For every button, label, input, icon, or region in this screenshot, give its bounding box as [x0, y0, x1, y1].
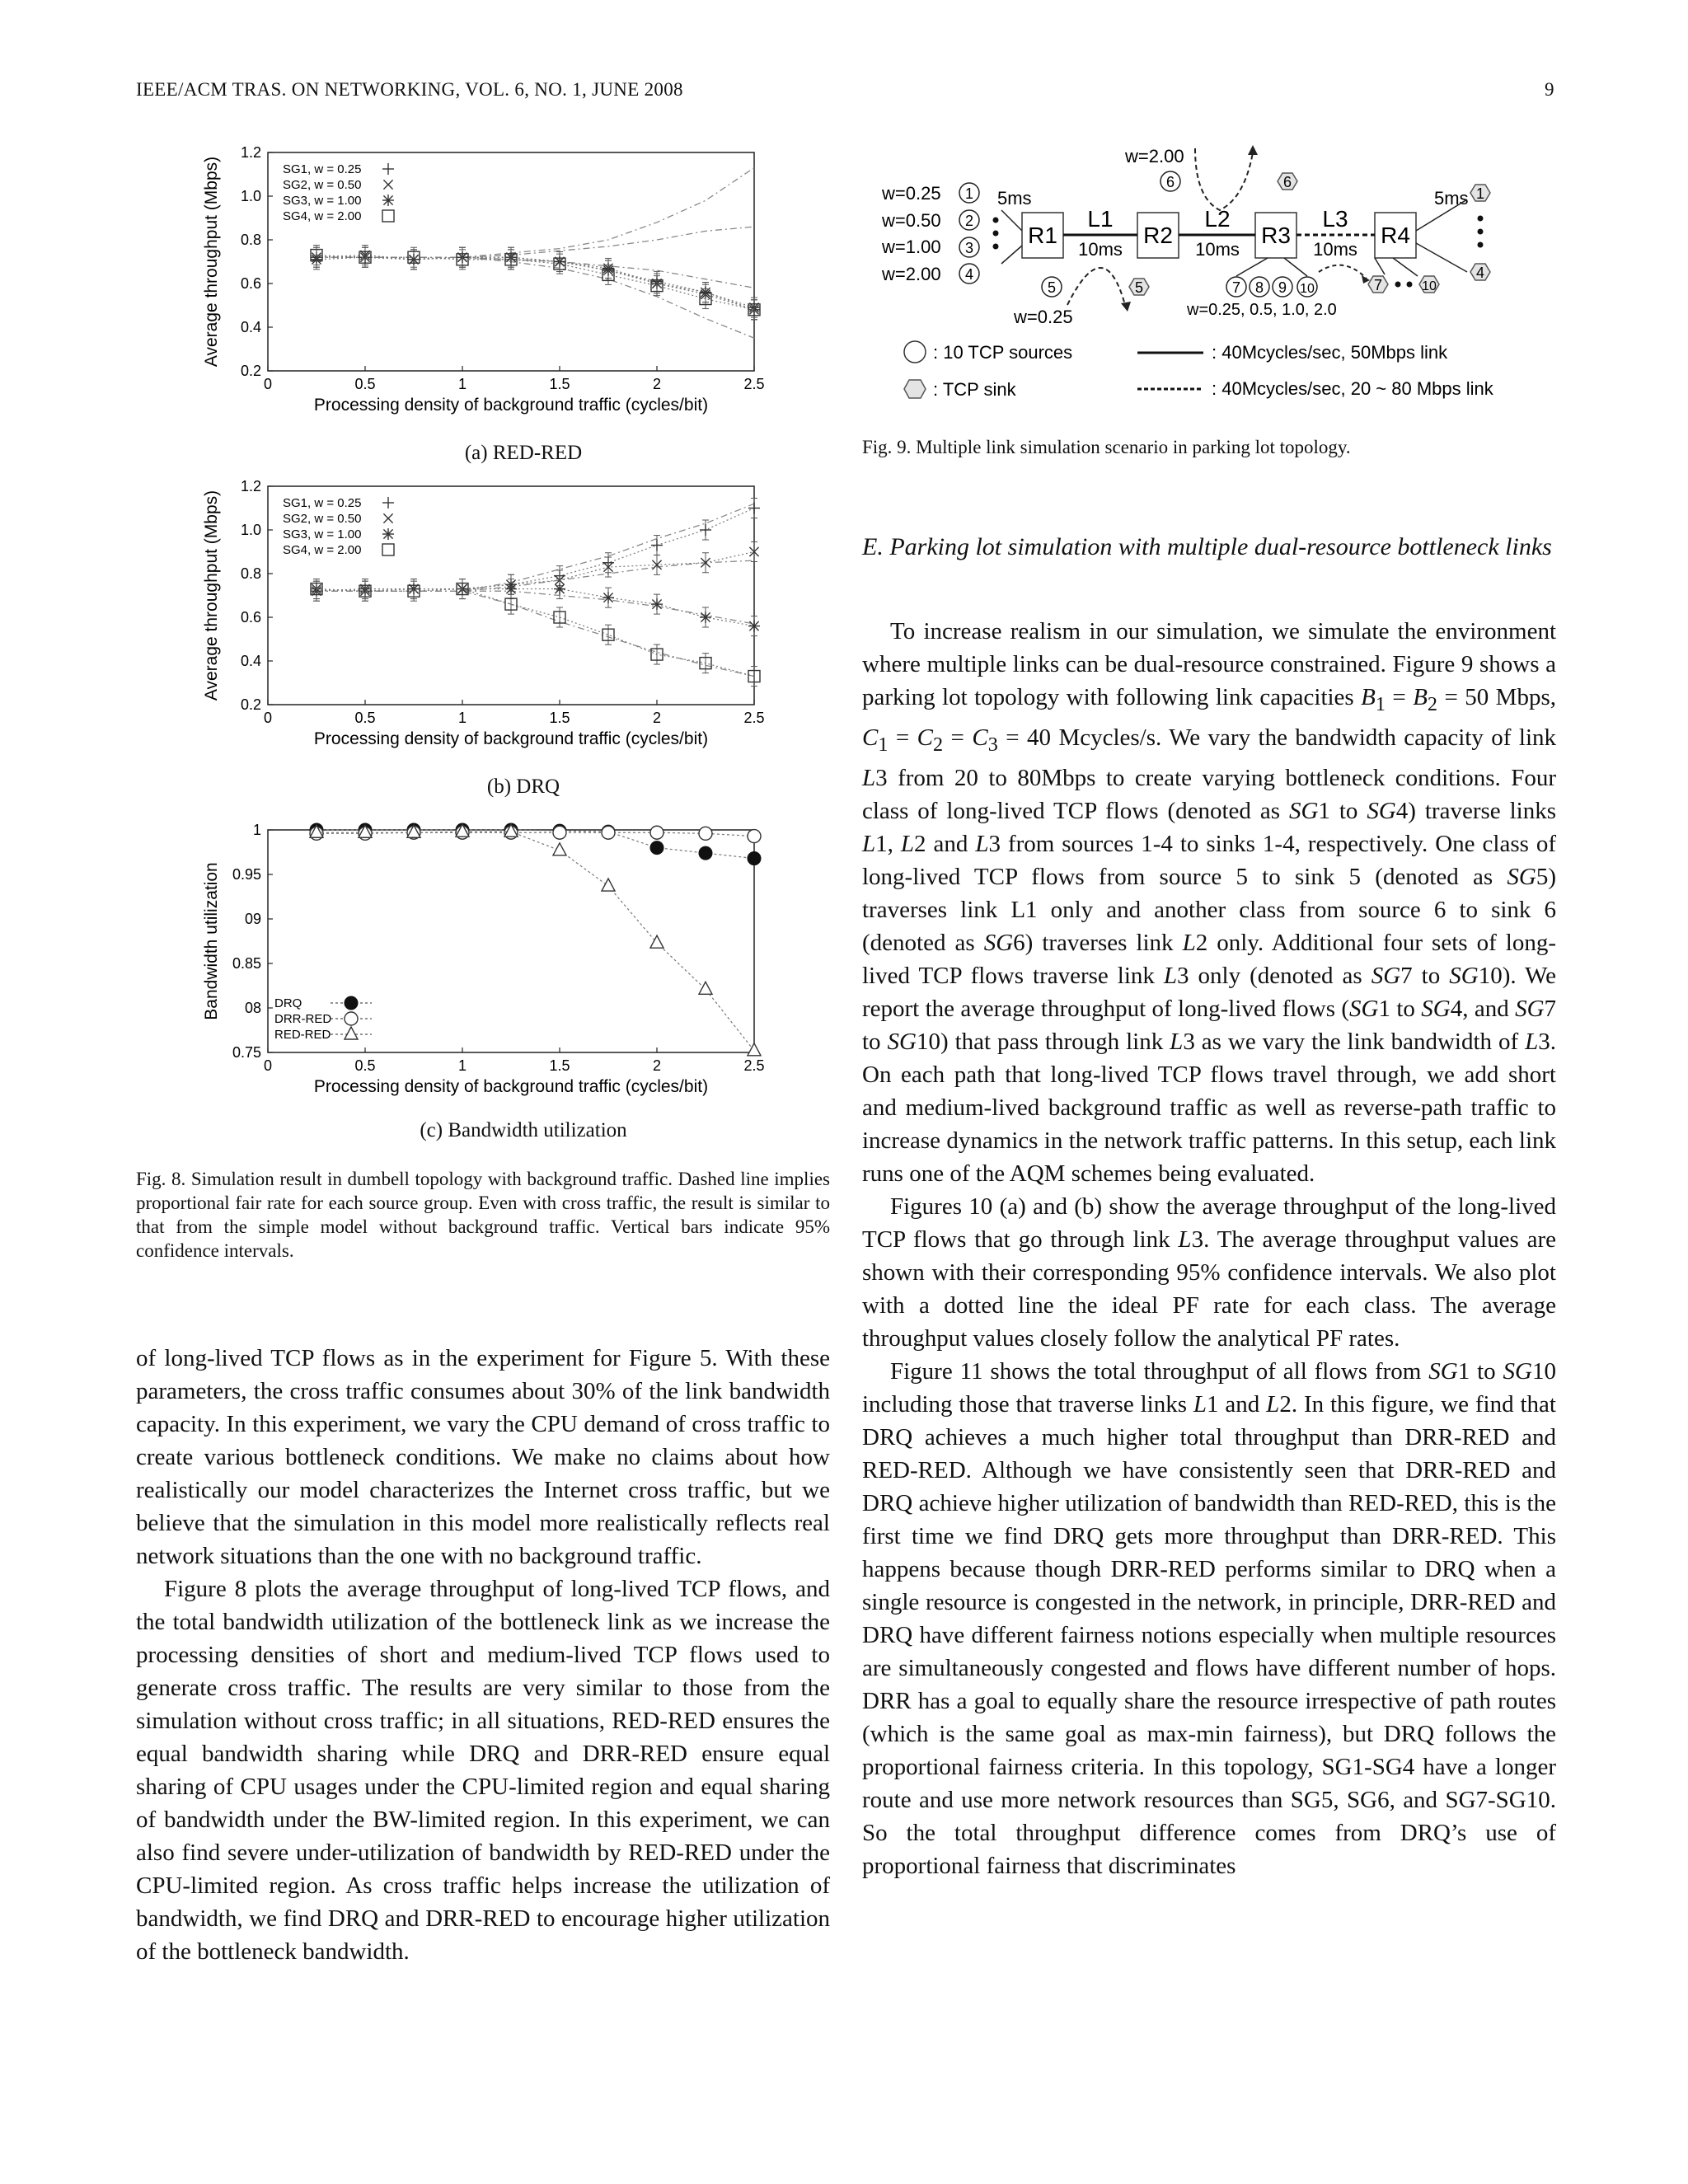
link-l3: L3: [1322, 206, 1348, 232]
x-tick-label: 2.5: [743, 376, 765, 392]
l3-source: 10: [1300, 282, 1315, 296]
figure8a-chart: [185, 144, 845, 429]
chart-legend: [283, 496, 394, 557]
data-point: [650, 826, 663, 839]
pf-rate-line: [316, 560, 754, 591]
x-tick-label: 0.5: [354, 376, 376, 392]
x-tick-label: 2: [652, 1057, 662, 1074]
y-tick-label: 1.0: [240, 522, 261, 538]
data-point: [700, 612, 711, 623]
data-point: [603, 592, 614, 603]
x-tick-label: 0: [263, 376, 273, 392]
legend-marker: [382, 544, 394, 555]
y-tick-label: 0.4: [240, 653, 261, 669]
l3-source: 9: [1278, 279, 1287, 296]
l3-source: 8: [1254, 279, 1264, 296]
x-tick-label: 1.5: [549, 710, 570, 726]
data-point: [602, 879, 615, 891]
subcaption-b: (b) DRQ: [486, 776, 560, 798]
y-tick-label: 0.85: [232, 955, 261, 972]
y-tick-label: 0.2: [240, 363, 261, 379]
left-column-text: [136, 1342, 830, 1968]
data-point: [650, 935, 663, 948]
subcaption-c: (c) Bandwidth utilization: [420, 1119, 627, 1141]
x-tick-label: 0.5: [354, 710, 376, 726]
chart-legend: [274, 996, 372, 1042]
legend-entry: SG2, w = 0.50: [283, 178, 362, 192]
data-point: [554, 583, 565, 595]
w-top-label: w=2.00: [1125, 146, 1184, 166]
router-r1: R1: [1028, 223, 1057, 248]
router-r3: R3: [1261, 223, 1291, 248]
legend-marker: [383, 513, 392, 523]
paragraph: Figure 8 plots the average throughput of long-lived TCP flows, and the total bandwidth utilization of the bottleneck link as we increase the processing densities of short and medium-lived TCP flows used to generate cross traffic. The results are very similar to those from the simulation without cross traffic; in all situations, RED-RED ensures the equal bandwidth sharing while DRQ and DRR-RED ensure equal sharing of CPU usages under the CPU-limited region and equal sharing of bandwidth under the BW-limited region. In this experiment, we can also find severe under-utilization of bandwidth by RED-RED under the CPU-limited region. As cross traffic helps increase the utilization of bandwidth, we find DRQ and DRR-RED to encourage higher utilization of the bottleneck bandwidth.: [136, 1576, 830, 1965]
series-line: [316, 832, 754, 1051]
router-r2: R2: [1143, 223, 1173, 248]
figure9-diagram: [857, 140, 1550, 412]
source-node: 4: [964, 266, 974, 283]
legend-solid-link: : 40Mcycles/sec, 50Mbps link: [1212, 342, 1448, 363]
legend-marker: [382, 528, 394, 540]
data-point: [748, 830, 761, 843]
legend-sources: : 10 TCP sources: [933, 342, 1073, 363]
y-tick-label: 1.2: [240, 478, 261, 494]
paragraph: Figure 11 shows the total throughput of all flows from SG1 to SG10 including those that traverse links L1 and L2. In this figure, we find that DRQ achieves a much higher total throughput than DRR-RED and RED-RED. Although we have consistently seen that DRR-RED and DRQ achieve higher utilization of bandwidth than RED-RED, this is the first time we find DRQ gets more throughput than DRR-RED. This happens because though DRR-RED performs similar to DRQ when a single resource is congested in the network, in principle, DRR-RED and DRQ have different fairness notions especially when multiple resources are simultaneously congested and flows have different number of hops. DRR has a goal to equally share the resource irrespective of path routes (which is the same goal as max-min fairness), but DRQ follows the proportional fairness criteria. In this topology, SG1-SG4 have a longer route and use more network resources than SG5, SG6, and SG7-SG10. So the total throughput difference comes from DRQ’s use of proportional fairness that discriminates: [862, 1357, 1556, 1879]
x-tick-label: 1.5: [549, 1057, 570, 1074]
y-axis-label: Bandwidth utilization: [202, 862, 221, 1020]
delay-label: 5ms: [1434, 188, 1469, 209]
delay-label: 5ms: [997, 188, 1032, 209]
weight-label: w=1.00: [882, 237, 941, 257]
y-tick-label: 0.8: [240, 232, 261, 248]
legend-entry: SG3, w = 1.00: [283, 194, 362, 208]
legend-marker: [345, 1027, 358, 1039]
series-line: [316, 257, 754, 310]
l3-source: 7: [1231, 279, 1241, 296]
legend-marker: [382, 210, 394, 222]
router-r4: R4: [1381, 223, 1410, 248]
subcaption-a: (a) RED-RED: [464, 442, 583, 464]
data-point: [699, 982, 712, 994]
series-line: [316, 589, 754, 626]
data-point: [748, 621, 760, 632]
node-6-sink: 6: [1282, 174, 1292, 190]
section-title: E. Parking lot simulation with multiple dual-resource bottleneck links: [862, 533, 1552, 560]
legend-entry: SG1, w = 0.25: [283, 162, 362, 176]
y-axis-label: Average throughput (Mbps): [202, 156, 221, 368]
y-tick-label: 0.6: [240, 609, 261, 626]
data-point: [505, 583, 517, 595]
x-tick-label: 2.5: [743, 710, 765, 726]
series-line: [316, 830, 754, 859]
chart-legend: [283, 162, 394, 223]
sink-node: 1: [1475, 185, 1485, 202]
delay-label: 10ms: [1078, 239, 1123, 260]
l3-weights: w=0.25, 0.5, 1.0, 2.0: [1187, 301, 1337, 319]
link-l1: L1: [1087, 206, 1114, 232]
y-tick-label: 0.8: [240, 565, 261, 582]
source-node: 3: [964, 240, 974, 256]
data-point: [553, 843, 566, 855]
legend-marker: [345, 996, 358, 1010]
legend-entry: SG4, w = 2.00: [283, 209, 362, 223]
data-point: [748, 852, 761, 865]
paragraph: Figures 10 (a) and (b) show the average throughput of the long-lived TCP flows that go through link L3. The average throughput values are shown with their corresponding 95% confidence intervals. We also plot with a dotted line the ideal PF rate for each class. The average throughput values closely follow the analytical PF rates.: [862, 1193, 1556, 1352]
legend-entry: SG4, w = 2.00: [283, 543, 362, 557]
pf-rate-line: [316, 257, 754, 338]
pf-rate-line: [316, 591, 754, 624]
pf-rate-line: [316, 591, 754, 676]
series-line: [316, 255, 754, 310]
legend-marker: [382, 497, 394, 509]
data-point: [699, 827, 712, 840]
y-tick-label: 0.6: [240, 275, 261, 292]
link-l2: L2: [1204, 206, 1231, 232]
l3-sink: 7: [1373, 277, 1383, 293]
node-6-source: 6: [1165, 174, 1175, 190]
legend-sink: : TCP sink: [933, 379, 1016, 400]
delay-label: 10ms: [1195, 239, 1240, 260]
right-column-text: [862, 615, 1556, 1882]
x-tick-label: 0: [263, 710, 273, 726]
x-tick-label: 2.5: [743, 1057, 765, 1074]
series-line: [316, 552, 754, 592]
x-tick-label: 0.5: [354, 1057, 376, 1074]
x-axis-label: Processing density of background traffic (cycles/bit): [313, 396, 709, 415]
journal-header: IEEE/ACM TRAS. ON NETWORKING, VOL. 6, NO. 1, JUNE 2008: [136, 79, 683, 100]
y-axis-label: Average throughput (Mbps): [202, 490, 221, 701]
data-point: [651, 598, 663, 610]
sink-node: 4: [1475, 265, 1485, 281]
y-tick-label: 09: [244, 911, 261, 927]
source-node: 1: [964, 185, 974, 202]
pf-rate-line: [316, 227, 754, 257]
data-point: [553, 826, 566, 839]
weight-label: w=2.00: [882, 264, 941, 284]
legend-marker: [383, 180, 392, 189]
x-tick-label: 2: [652, 710, 662, 726]
y-tick-label: 1.2: [240, 144, 261, 161]
data-point: [651, 540, 663, 551]
legend-marker: [382, 194, 394, 206]
series-line: [316, 589, 754, 677]
legend-marker: [382, 163, 394, 175]
y-tick-label: 0.4: [240, 319, 261, 335]
series-line: [316, 255, 754, 310]
legend-entry: SG2, w = 0.50: [283, 512, 362, 526]
y-tick-label: 08: [244, 1000, 261, 1016]
series-line: [316, 832, 754, 836]
paragraph: To increase realism in our simulation, we simulate the environment where multiple links can be dual-resource constrained. Figure 9 shows a parking lot topology with following link capacities $B_1 = B_2 = 50$ Mbps, $C_1 = C_2 = C_3 = 40$ Mcycles/s. We vary the bandwidth capacity of link L3 from 20 to 80Mbps to create varying bottleneck conditions. Four class of long-lived TCP flows (denoted as SG1 to SG4) traverse links L1, L2 and L3 from sources 1-4 to sinks 1-4, respectively. One class of long-lived TCP flows from source 5 to sink 5 (denoted as SG5) traverses link L1 only and another class from source 6 to sink 6 (denoted as SG6) traverses link L2 only. Additional four sets of long-lived TCP flows traverse link L3 only (denoted as SG7 to SG10). We report the average throughput of long-lived flows (SG1 to SG4, and SG7 to SG10) that pass through link L3 as we vary the link bandwidth of L3. On each path that long-lived TCP flows travel through, we add short and medium-lived background traffic as well as reverse-path traffic to increase dynamics in the network traffic patterns. In this setup, each link runs one of the AQM schemes being evaluated.: [862, 618, 1557, 1187]
legend-marker: [345, 1012, 358, 1025]
y-tick-label: 1.0: [240, 188, 261, 204]
legend-entry: DRQ: [274, 996, 302, 1010]
y-tick-label: 0.95: [232, 866, 261, 883]
x-tick-label: 2: [652, 376, 662, 392]
delay-label: 10ms: [1313, 239, 1357, 260]
x-tick-label: 1.5: [549, 376, 570, 392]
figure8-caption: Fig. 8. Simulation result in dumbell topology with background traffic. Dashed line implies proportional fair rate for each source group. Even with cross traffic, the result is similar to that from the simple model without background traffic. Vertical bars indicate 95% confidence intervals.: [136, 1169, 830, 1261]
source-node: 2: [964, 213, 974, 229]
weight-label: w=0.50: [882, 210, 941, 231]
x-axis-label: Processing density of background traffic (cycles/bit): [313, 729, 709, 748]
x-tick-label: 1: [457, 376, 467, 392]
legend-entry: DRR-RED: [274, 1012, 332, 1026]
w-bottom-label: w=0.25: [1014, 307, 1073, 327]
data-point: [700, 524, 711, 536]
x-axis-label: Processing density of background traffic (cycles/bit): [313, 1077, 709, 1096]
l3-sink: 10: [1422, 279, 1437, 293]
y-tick-label: 0.2: [240, 696, 261, 713]
y-tick-label: 1: [252, 822, 261, 838]
weight-label: w=0.25: [882, 183, 941, 204]
legend-entry: RED-RED: [274, 1028, 331, 1042]
paragraph: of long-lived TCP flows as in the experiment for Figure 5. With these parameters, the cross traffic consumes about 30% of the link bandwidth capacity. In this experiment, we vary the CPU demand of cross traffic to create various bottleneck conditions. We make no claims about how realistically our model characterizes the Internet cross traffic, but we believe that the simulation in this model more realistically reflects real network situations than the one with no background traffic.: [136, 1345, 830, 1569]
data-point: [650, 841, 663, 855]
node-5-source: 5: [1047, 279, 1057, 296]
x-tick-label: 0: [263, 1057, 273, 1074]
data-point: [699, 846, 712, 860]
figure8b-chart: [185, 478, 845, 762]
figure9-caption: Fig. 9. Multiple link simulation scenario in parking lot topology.: [862, 437, 1351, 457]
legend-entry: SG3, w = 1.00: [283, 527, 362, 541]
legend-dashed-link: : 40Mcycles/sec, 20 ~ 80 Mbps link: [1212, 378, 1493, 399]
y-tick-label: 0.75: [232, 1044, 261, 1061]
figure8c-chart: [185, 812, 845, 1108]
data-point: [602, 826, 615, 839]
page-number: 9: [1545, 79, 1554, 100]
data-point: [748, 503, 760, 514]
x-tick-label: 1: [457, 710, 467, 726]
x-tick-label: 1: [457, 1057, 467, 1074]
legend-entry: SG1, w = 0.25: [283, 496, 362, 510]
node-5-sink: 5: [1134, 279, 1144, 296]
